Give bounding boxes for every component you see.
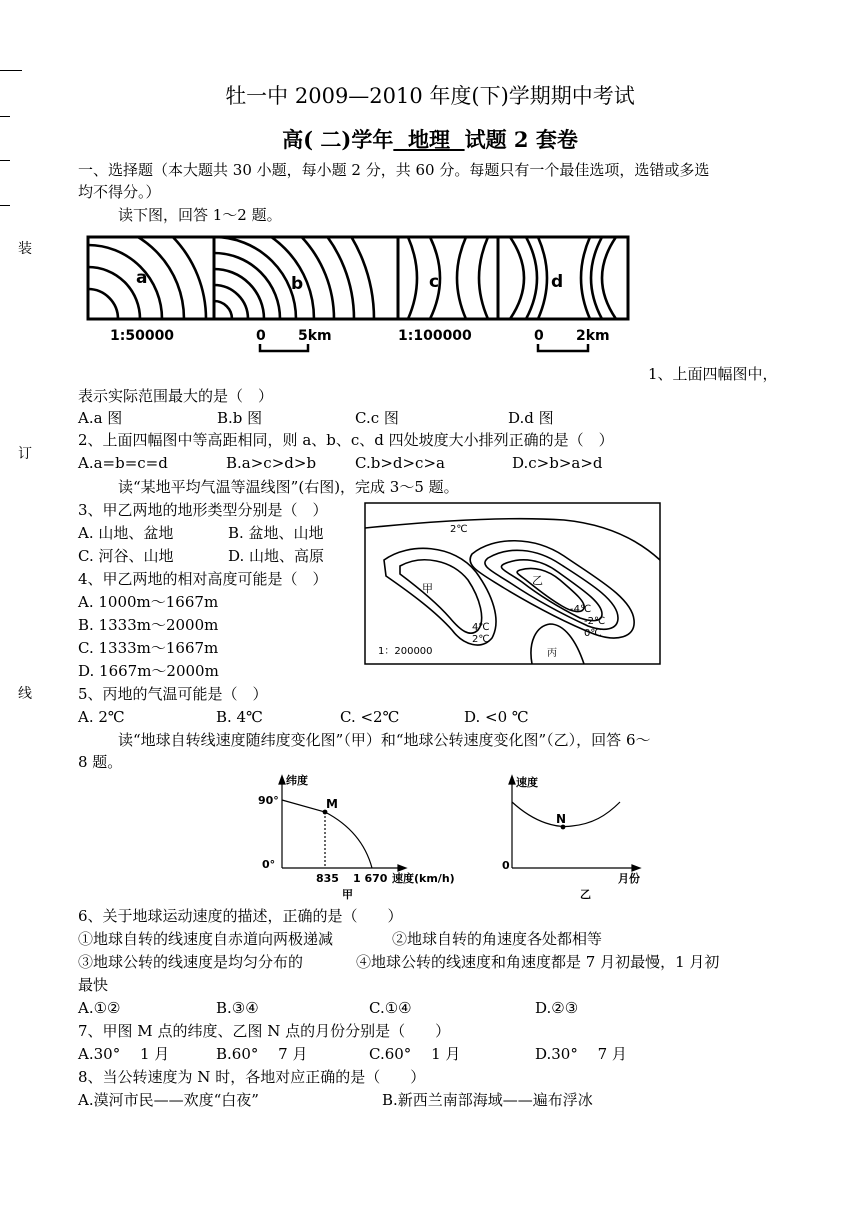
- isotherm-map: [364, 502, 662, 666]
- q6-option-d: D.②③: [535, 999, 579, 1017]
- map-scale: 1：200000: [378, 646, 433, 657]
- q3-stem: 3、甲乙两地的地形类型分别是（ ）: [78, 501, 328, 519]
- revolution-speed-graph: [496, 772, 666, 904]
- scale-bar-d: [538, 344, 588, 351]
- graph-jia-ylabel: 纬度: [286, 774, 308, 787]
- contour-label-d: d: [551, 272, 564, 292]
- label-jia: 甲: [422, 582, 433, 595]
- iso-label-4-left: 4℃: [472, 622, 490, 633]
- subtitle-subject: 地理: [407, 127, 450, 152]
- q7-option-d: D.30° 7 月: [535, 1045, 627, 1063]
- q6-statement-4-cont: 最快: [78, 976, 109, 994]
- section-heading: 一、选择题（本大题共 30 小题，每小题 2 分，共 60 分。每题只有一个最佳选项，选错或多选: [78, 161, 710, 179]
- graph-yi-ylabel: 速度: [516, 776, 538, 789]
- scale-a: 1:50000: [110, 328, 175, 344]
- q3-option-a: A. 山地、盆地: [78, 524, 174, 542]
- read-intro-1: 读下图，回答 1～2 题。: [118, 206, 282, 224]
- subtitle-grade: 高( 二)学年: [282, 127, 394, 152]
- graph-jia-xlabel: 速度(km/h): [392, 872, 455, 885]
- q7-stem: 7、甲图 M 点的纬度、乙图 N 点的月份分别是（ ）: [78, 1022, 451, 1040]
- label-bing: 丙: [547, 648, 557, 659]
- contour-label-c: c: [429, 272, 440, 292]
- graph-yi-caption: 乙: [580, 888, 591, 901]
- iso-label-0: 0℃: [584, 628, 602, 639]
- scale-c: 1:100000: [398, 328, 472, 344]
- q6-stem: 6、关于地球运动速度的描述，正确的是（ ）: [78, 907, 403, 925]
- q6-statement-3: ③地球公转的线速度是均匀分布的: [78, 953, 304, 971]
- q1-option-d: D.d 图: [508, 409, 554, 427]
- binding-line: [0, 116, 10, 117]
- margin-zhuang: 装: [18, 241, 32, 257]
- q7-option-c: C.60° 1 月: [369, 1045, 461, 1063]
- q5-option-d: D. <0 ℃: [464, 708, 529, 726]
- q5-option-c: C. <2℃: [340, 708, 400, 726]
- q6-option-a: A.①②: [78, 999, 121, 1017]
- q1-option-b: B.b 图: [217, 409, 263, 427]
- q3-option-c: C. 河谷、山地: [78, 547, 174, 565]
- graph-jia-x1: 835: [316, 872, 339, 885]
- q2-option-d: D.c>b>a>d: [512, 454, 603, 472]
- q2-option-c: C.b>d>c>a: [355, 454, 445, 472]
- q2-option-a: A.a=b=c=d: [78, 454, 168, 472]
- q6-statement-1: ①地球自转的线速度自赤道向两极递减: [78, 930, 334, 948]
- scale-bar-b: [260, 344, 308, 351]
- read-intro-3: 读“地球自转线速度随纬度变化图”（甲）和“地球公转速度变化图”（乙），回答 6～: [118, 731, 651, 749]
- q4-option-b: B. 1333m～2000m: [78, 616, 219, 634]
- binding-line: [0, 70, 22, 71]
- iso-label-2-top: 2℃: [450, 524, 468, 535]
- q4-option-c: C. 1333m～1667m: [78, 639, 219, 657]
- q1-option-c: C.c 图: [355, 409, 399, 427]
- graph-yi-point: N: [556, 812, 567, 826]
- graph-yi-y0: 0: [502, 859, 510, 872]
- q6-option-c: C.①④: [369, 999, 412, 1017]
- exam-subtitle: [0, 124, 860, 154]
- q1-option-a: A.a 图: [78, 409, 123, 427]
- margin-ding: 订: [18, 446, 32, 462]
- q1-stem-cont: 表示实际范围最大的是（ ）: [78, 387, 274, 405]
- label-yi: 乙: [532, 574, 543, 587]
- q4-option-d: D. 1667m～2000m: [78, 662, 219, 680]
- graph-jia-point: M: [326, 797, 338, 811]
- rotation-speed-graph: [250, 772, 470, 904]
- margin-xian: 线: [18, 686, 32, 702]
- q5-option-a: A. 2℃: [78, 708, 125, 726]
- q8-option-a: A.漠河市民——欢度“白夜”: [78, 1091, 259, 1109]
- q1-stem: 1、上面四幅图中，: [648, 365, 778, 383]
- q6-statement-2: ②地球自转的角速度各处都相等: [392, 930, 603, 948]
- read-intro-3-cont: 8 题。: [78, 753, 123, 771]
- scale-b-zero: 0: [256, 328, 266, 344]
- binding-line: [0, 160, 10, 161]
- section-heading-cont: 均不得分。）: [78, 183, 161, 201]
- scale-d-dist: 2km: [576, 328, 610, 344]
- q3-option-b: B. 盆地、山地: [228, 524, 324, 542]
- contour-label-b: b: [291, 274, 304, 294]
- iso-label-n2: -2℃: [584, 616, 606, 627]
- q5-stem: 5、丙地的气温可能是（ ）: [78, 685, 268, 703]
- scale-b-dist: 5km: [298, 328, 332, 344]
- graph-jia-y90: 90°: [258, 794, 279, 807]
- q7-option-b: B.60° 7 月: [216, 1045, 308, 1063]
- q8-option-b: B.新西兰南部海域——遍布浮冰: [382, 1091, 593, 1109]
- contour-label-a: a: [136, 268, 148, 288]
- q3-option-d: D. 山地、高原: [228, 547, 325, 565]
- q4-option-a: A. 1000m～1667m: [78, 593, 219, 611]
- binding-line: [0, 205, 10, 206]
- subtitle-suffix: 试题 2 套卷: [464, 127, 578, 152]
- q6-statement-4: ④地球公转的线速度和角速度都是 7 月初最慢，1 月初: [356, 953, 720, 971]
- q2-stem: 2、上面四幅图中等高距相同，则 a、b、c、d 四处坡度大小排列正确的是（ ）: [78, 431, 614, 449]
- graph-jia-y0: 0°: [262, 858, 276, 871]
- q5-option-b: B. 4℃: [216, 708, 263, 726]
- q2-option-b: B.a>c>d>b: [226, 454, 317, 472]
- graph-yi-xlabel: 月份: [618, 872, 640, 885]
- scale-d-zero: 0: [534, 328, 544, 344]
- q8-stem: 8、当公转速度为 N 时，各地对应正确的是（ ）: [78, 1068, 426, 1086]
- contour-figure: [86, 232, 632, 360]
- iso-label-n4: -4℃: [570, 604, 592, 615]
- exam-title: 牡一中 2009—2010 年度(下)学期期中考试: [225, 84, 635, 108]
- q7-option-a: A.30° 1 月: [78, 1045, 170, 1063]
- iso-label-2-left: 2℃: [472, 634, 490, 645]
- q6-option-b: B.③④: [216, 999, 259, 1017]
- q4-stem: 4、甲乙两地的相对高度可能是（ ）: [78, 570, 328, 588]
- read-intro-2: 读“某地平均气温等温线图”(右图)，完成 3～5 题。: [118, 478, 459, 496]
- graph-jia-x2: 1 670: [353, 872, 388, 885]
- graph-jia-caption: 甲: [342, 888, 353, 901]
